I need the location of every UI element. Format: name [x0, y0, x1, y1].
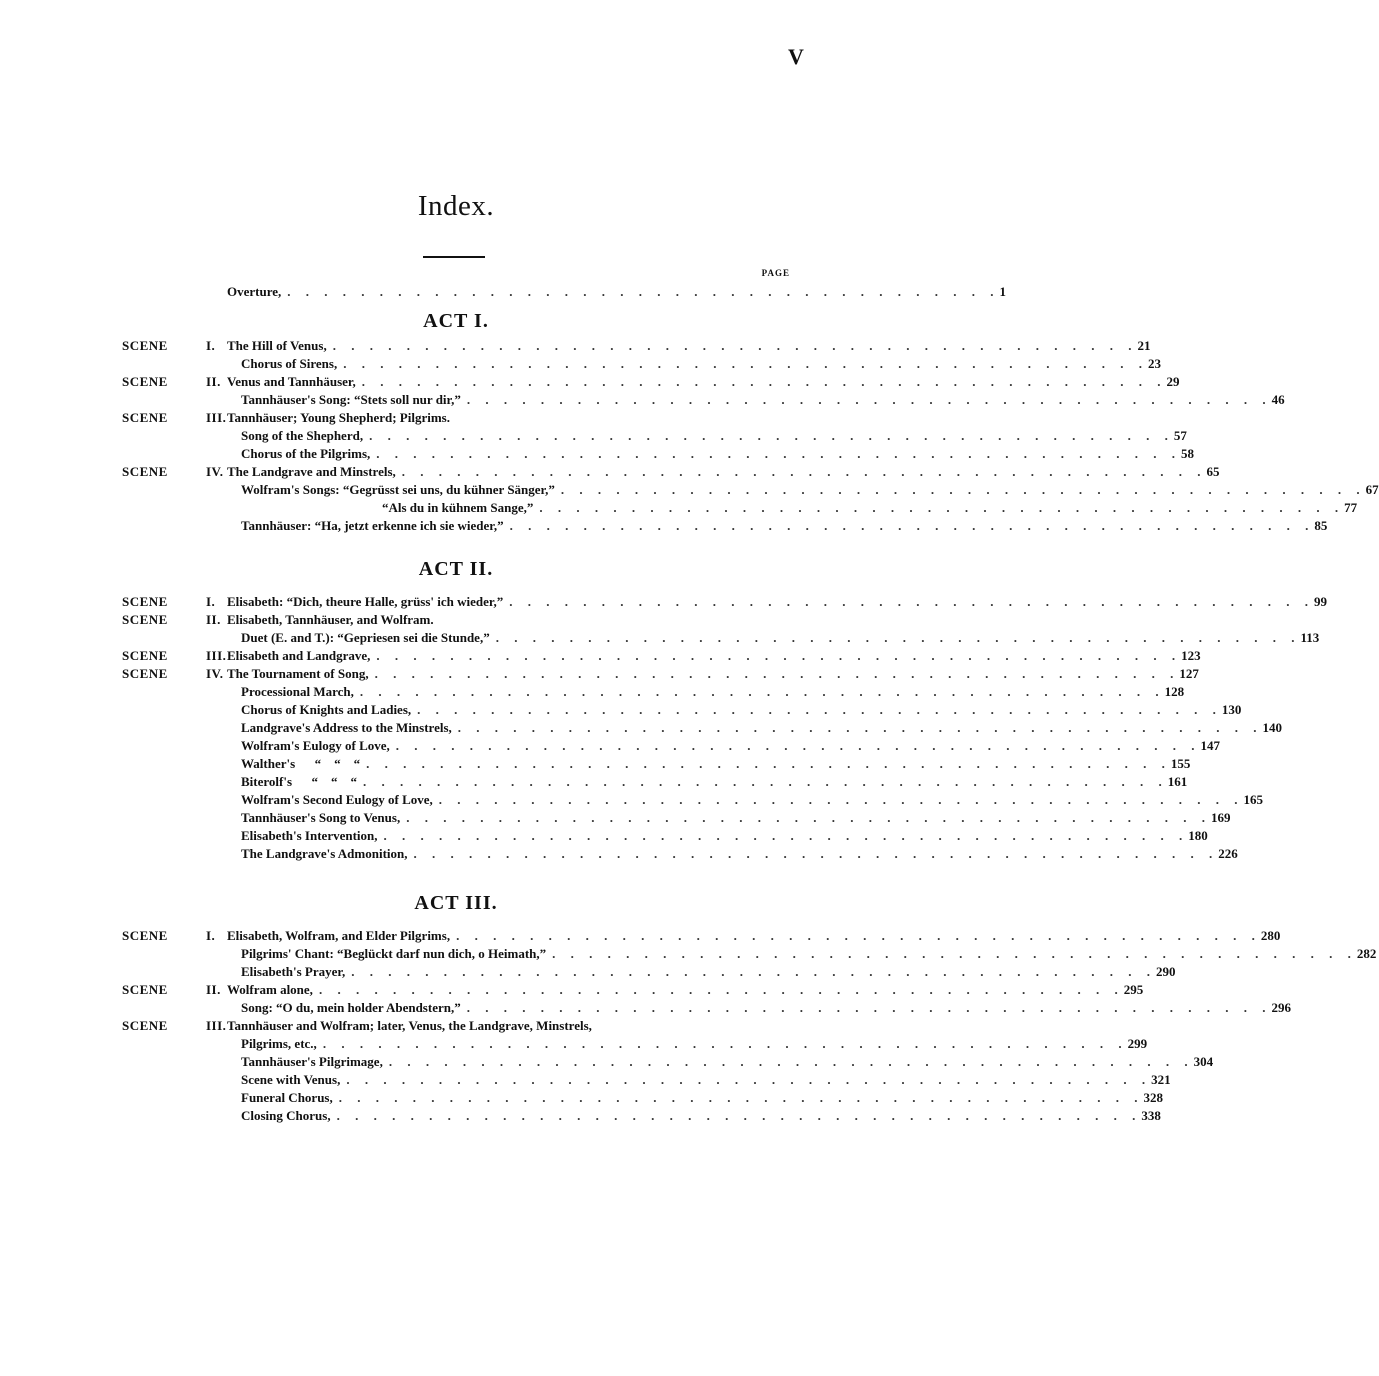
index-entry	[122, 738, 1221, 756]
index-entry	[122, 1036, 1148, 1054]
entry-line	[227, 1018, 790, 1034]
dot-leader: . . . . . . . . . . . . . . . . . . . . . . . . . . . . . . . . . . . . . . . . . . . .	[413, 846, 1219, 861]
entry-page: 180	[1188, 828, 1208, 843]
entry-line	[241, 392, 1285, 408]
entry-text: Elisabeth's Intervention,	[241, 828, 378, 843]
entry-text: Scene with Venus,	[241, 1072, 341, 1087]
entry-page: 1	[999, 284, 1007, 299]
entry-page: 226	[1218, 846, 1238, 861]
act-heading: ACT II.	[418, 558, 494, 580]
dot-leader: . . . . . . . . . . . . . . . . . . . . . . . . . . . . . . . . . . . . . . . . . . . .	[395, 738, 1201, 753]
entry-page: 58	[1181, 446, 1195, 461]
entry-text: Landgrave's Address to the Minstrels,	[241, 720, 452, 735]
entry-page: 29	[1166, 374, 1180, 389]
entry-text: Overture,	[227, 284, 282, 299]
scene-number: II.	[206, 374, 221, 389]
entry-text: Biterolf's “ “ “	[241, 774, 358, 789]
entry-line	[241, 518, 1328, 534]
entry-page: 67	[1365, 482, 1379, 497]
dot-leader: . . . . . . . . . . . . . . . . . . . . . . . . . . . . . . . . . . . . . . . . . . . .	[366, 756, 1171, 771]
entry-text: The Landgrave and Minstrels,	[227, 464, 396, 479]
index-entry	[122, 428, 1187, 446]
entry-text: Pilgrims' Chant: “Beglückt darf nun dich, o Heimath,”	[241, 946, 547, 961]
entry-page: 46	[1271, 392, 1285, 407]
dot-leader: . . . . . . . . . . . . . . . . . . . . . . . . . . . . . . . . . . . . . . .	[287, 284, 1000, 299]
entry-text: Funeral Chorus,	[241, 1090, 333, 1105]
entry-line	[227, 374, 1180, 390]
entry-page: 85	[1314, 518, 1328, 533]
index-entry	[122, 702, 1242, 720]
scene-word: SCENE	[122, 338, 168, 353]
entry-text: Wolfram's Songs: “Gegrüsst sei uns, du kühner Sänger,”	[241, 482, 555, 497]
entry-page: 23	[1147, 356, 1161, 371]
scene-label	[122, 464, 222, 480]
entry-page: 147	[1200, 738, 1221, 753]
entry-line	[241, 1036, 1148, 1052]
act-heading: ACT III.	[414, 892, 498, 914]
scene-label	[122, 410, 227, 426]
dot-leader: . . . . . . . . . . . . . . . . . . . . . . . . . . . . . . . . . . . . . . . . . . . .	[336, 1108, 1142, 1123]
entry-text: Pilgrims, etc.,	[241, 1036, 317, 1051]
scene-word: SCENE	[122, 374, 168, 389]
scene-word: SCENE	[122, 1018, 168, 1033]
entry-page: 130	[1221, 702, 1242, 717]
dot-leader: . . . . . . . . . . . . . . . . . . . . . . . . . . . . . . . . . . . . . . . . . . . .	[401, 464, 1207, 479]
entry-text: Tannhäuser: “Ha, jetzt erkenne ich sie wieder,”	[241, 518, 504, 533]
dot-leader: . . . . . . . . . . . . . . . . . . . . . . . . . . . . . . . . . . . . . . . . . . . .	[363, 774, 1168, 789]
dot-leader: . . . . . . . . . . . . . . . . . . . . . . . . . . . . . . . . . . . . . . . . . . . .	[343, 356, 1148, 371]
dot-leader: . . . . . . . . . . . . . . . . . . . . . . . . . . . . . . . . . . . . . . . . . . . .	[509, 594, 1314, 609]
entry-page: 290	[1156, 964, 1176, 979]
dot-leader: . . . . . . . . . . . . . . . . . . . . . . . . . . . . . . . . . . . . . . . . . . . .	[338, 1090, 1144, 1105]
index-entry	[122, 500, 1358, 518]
scene-label	[122, 612, 222, 628]
entry-line	[241, 630, 1320, 646]
index-entry	[122, 1090, 1163, 1108]
index-entry	[122, 828, 1208, 846]
dot-leader: . . . . . . . . . . . . . . . . . . . . . . . . . . . . . . . . . . . . . . . . . . . .	[495, 630, 1301, 645]
index-entry	[122, 684, 1185, 702]
entry-page: 296	[1271, 1000, 1291, 1015]
entry-line	[241, 792, 1264, 808]
index-entry	[122, 756, 1191, 774]
index-entry	[122, 594, 1327, 612]
entry-page: 299	[1127, 1036, 1148, 1051]
scene-label	[122, 648, 227, 664]
index-entry	[122, 846, 1238, 864]
entry-text: Tannhäuser's Pilgrimage,	[241, 1054, 383, 1069]
entry-page: 123	[1181, 648, 1201, 663]
page-column-header: PAGE	[761, 268, 790, 278]
entry-page: 127	[1179, 666, 1199, 681]
entry-text: Venus and Tannhäuser,	[227, 374, 356, 389]
dot-leader: . . . . . . . . . . . . . . . . . . . . . . . . . . . . . . . . . . . . . . . . . . . .	[388, 1054, 1194, 1069]
index-entry	[122, 410, 790, 428]
entry-line	[227, 928, 1281, 944]
entry-page: 338	[1141, 1108, 1161, 1123]
scene-number: I.	[206, 338, 216, 353]
entry-text: Chorus of Sirens,	[241, 356, 338, 371]
entry-text: Elisabeth: “Dich, theure Halle, grüss' ich wieder,”	[227, 594, 504, 609]
entry-text: The Tournament of Song,	[227, 666, 369, 681]
entry-text: The Hill of Venus,	[227, 338, 327, 353]
dot-leader: . . . . . . . . . . . . . . . . . . . . . . . . . . . . . . . . . . . . . . . . . . . .	[332, 338, 1138, 353]
scene-label	[122, 374, 222, 390]
entry-line	[241, 1072, 1171, 1088]
scene-word: SCENE	[122, 666, 168, 681]
entry-line	[241, 738, 1221, 754]
entry-line	[382, 500, 1358, 516]
scene-word: SCENE	[122, 982, 168, 997]
scene-number: III.	[206, 648, 227, 663]
entry-page: 155	[1170, 756, 1191, 771]
entry-line	[241, 720, 1283, 736]
entry-page: 321	[1151, 1072, 1171, 1087]
entry-text: Song: “O du, mein holder Abendstern,”	[241, 1000, 461, 1015]
entry-line	[241, 828, 1208, 844]
index-entry	[122, 446, 1195, 464]
dot-leader: . . . . . . . . . . . . . . . . . . . . . . . . . . . . . . . . . . . . . . . . . . . .	[417, 702, 1222, 717]
dot-leader: . . . . . . . . . . . . . . . . . . . . . . . . . . . . . . . . . . . . . . . . . . . .	[560, 482, 1366, 497]
entry-text: Song of the Shepherd,	[241, 428, 364, 443]
entry-page: 113	[1300, 630, 1320, 645]
entry-page: 128	[1164, 684, 1185, 699]
entry-line	[241, 428, 1187, 444]
entry-text: Closing Chorus,	[241, 1108, 331, 1123]
entry-text: Elisabeth's Prayer,	[241, 964, 346, 979]
entry-line	[227, 666, 1199, 682]
dot-leader: . . . . . . . . . . . . . . . . . . . . . . . . . . . . . . . . . . . . . . . . . . . .	[351, 964, 1156, 979]
index-entry	[122, 338, 1151, 356]
index-entry	[122, 982, 1144, 1000]
entry-page: 304	[1193, 1054, 1214, 1069]
scene-word: SCENE	[122, 612, 168, 627]
dot-leader: . . . . . . . . . . . . . . . . . . . . . . . . . . . . . . . . . . . . . . . . . . . .	[552, 946, 1357, 961]
entry-line	[241, 702, 1242, 718]
entry-text: Wolfram's Second Eulogy of Love,	[241, 792, 433, 807]
entry-line	[241, 946, 1377, 962]
entry-page: 282	[1356, 946, 1377, 961]
entry-line	[241, 1000, 1291, 1016]
entry-line	[241, 774, 1188, 790]
entry-page: 99	[1314, 594, 1327, 609]
title-rule	[423, 256, 485, 258]
dot-leader: . . . . . . . . . . . . . . . . . . . . . . . . . . . . . . . . . . . . . . . . . . . .	[438, 792, 1244, 807]
entry-text: Tannhäuser's Song to Venus,	[241, 810, 401, 825]
dot-leader: . . . . . . . . . . . . . . . . . . . . . . . . . . . . . . . . . . . . . . . . . . . .	[457, 720, 1263, 735]
scene-number: III.	[206, 410, 227, 425]
entry-text: Wolfram's Eulogy of Love,	[241, 738, 390, 753]
dot-leader: . . . . . . . . . . . . . . . . . . . . . . . . . . . . . . . . . . . . . . . . . . . .	[361, 374, 1167, 389]
index-entry	[122, 1054, 1214, 1072]
entry-text: Chorus of the Pilgrims,	[241, 446, 371, 461]
page-number: V	[788, 44, 804, 69]
entry-text: Elisabeth and Landgrave,	[227, 648, 371, 663]
index-entry	[122, 648, 1201, 666]
dot-leader: . . . . . . . . . . . . . . . . . . . . . . . . . . . . . . . . . . . . . . . . . . . .	[539, 500, 1345, 515]
entry-page: 328	[1143, 1090, 1163, 1105]
scene-label	[122, 928, 222, 944]
scene-number: I.	[206, 594, 216, 609]
entry-page: 280	[1260, 928, 1281, 943]
entry-line	[241, 356, 1161, 372]
dot-leader: . . . . . . . . . . . . . . . . . . . . . . . . . . . . . . . . . . . . . . . . . . . .	[359, 684, 1165, 699]
entry-text: “Als du in kühnem Sange,”	[382, 500, 534, 515]
entry-text: Chorus of Knights and Ladies,	[241, 702, 412, 717]
index-entry	[122, 928, 1281, 946]
index-entry	[122, 464, 1220, 482]
index-entry	[122, 792, 1264, 810]
index-entry	[122, 810, 1231, 828]
entry-line	[241, 684, 1185, 700]
entry-text: Tannhäuser; Young Shepherd; Pilgrims.	[227, 410, 450, 425]
scene-number: II.	[206, 612, 221, 627]
entry-line	[227, 982, 1144, 998]
dot-leader: . . . . . . . . . . . . . . . . . . . . . . . . . . . . . . . . . . . . . . . . . . . .	[466, 392, 1272, 407]
scene-number: IV.	[206, 666, 224, 681]
entry-line	[227, 612, 790, 628]
entry-line	[227, 594, 1327, 610]
entry-line	[241, 756, 1191, 772]
scene-number: III.	[206, 1018, 227, 1033]
entry-text: Processional March,	[241, 684, 354, 699]
entry-text: Walther's “ “ “	[241, 756, 361, 771]
entry-text: The Landgrave's Admonition,	[241, 846, 408, 861]
dot-leader: . . . . . . . . . . . . . . . . . . . . . . . . . . . . . . . . . . . . . . . . . . . .	[383, 828, 1189, 843]
entry-page: 65	[1206, 464, 1220, 479]
index-entry	[122, 1108, 1161, 1126]
dot-leader: . . . . . . . . . . . . . . . . . . . . . . . . . . . . . . . . . . . . . . . . . . . .	[346, 1072, 1152, 1087]
entry-line	[227, 338, 1151, 354]
index-entry	[122, 774, 1188, 792]
index-entry	[122, 1018, 790, 1036]
scene-label	[122, 594, 222, 610]
entry-line	[227, 464, 1220, 480]
dot-leader: . . . . . . . . . . . . . . . . . . . . . . . . . . . . . . . . . . . . . . . . . . . .	[369, 428, 1174, 443]
index-entry	[122, 630, 1320, 648]
index-entry	[122, 666, 1199, 684]
entry-line	[241, 964, 1176, 980]
dot-leader: . . . . . . . . . . . . . . . . . . . . . . . . . . . . . . . . . . . . . . . . . . . .	[374, 666, 1180, 681]
entry-line	[227, 410, 790, 426]
entry-page: 57	[1173, 428, 1187, 443]
entry-text: Wolfram alone,	[227, 982, 313, 997]
act-heading: ACT I.	[423, 310, 489, 332]
index-entry	[122, 964, 1176, 982]
index-entry	[122, 482, 1379, 500]
entry-page: 165	[1243, 792, 1264, 807]
entry-line	[241, 1108, 1161, 1124]
dot-leader: . . . . . . . . . . . . . . . . . . . . . . . . . . . . . . . . . . . . . . . . . . . .	[456, 928, 1261, 943]
scene-label	[122, 982, 222, 998]
dot-leader: . . . . . . . . . . . . . . . . . . . . . . . . . . . . . . . . . . . . . . . . . . . .	[466, 1000, 1272, 1015]
scene-number: I.	[206, 928, 216, 943]
dot-leader: . . . . . . . . . . . . . . . . . . . . . . . . . . . . . . . . . . . . . . . . . . . .	[509, 518, 1315, 533]
entry-text: Tannhäuser's Song: “Stets soll nur dir,”	[241, 392, 461, 407]
index-entry	[122, 1000, 1291, 1018]
scene-word: SCENE	[122, 464, 168, 479]
scene-label	[122, 338, 222, 354]
scene-word: SCENE	[122, 928, 168, 943]
index-entry	[122, 392, 1285, 410]
scene-word: SCENE	[122, 594, 168, 609]
dot-leader: . . . . . . . . . . . . . . . . . . . . . . . . . . . . . . . . . . . . . . . . . . . .	[318, 982, 1124, 997]
entry-page: 161	[1167, 774, 1188, 789]
dot-leader: . . . . . . . . . . . . . . . . . . . . . . . . . . . . . . . . . . . . . . . . . . . .	[322, 1036, 1128, 1051]
entry-line	[241, 1054, 1214, 1070]
scene-word: SCENE	[122, 410, 168, 425]
entry-page: 295	[1123, 982, 1144, 997]
entry-line	[241, 810, 1231, 826]
scene-label	[122, 1018, 227, 1034]
entry-text: Tannhäuser and Wolfram; later, Venus, the Landgrave, Minstrels,	[227, 1018, 592, 1033]
index-title: Index.	[417, 190, 495, 222]
entry-text: Elisabeth, Wolfram, and Elder Pilgrims,	[227, 928, 451, 943]
index-entry	[122, 374, 1180, 392]
index-entry	[122, 1072, 1171, 1090]
overture-entry	[122, 284, 1007, 302]
index-entry	[122, 518, 1328, 536]
index-entry	[122, 946, 1377, 964]
dot-leader: . . . . . . . . . . . . . . . . . . . . . . . . . . . . . . . . . . . . . . . . . . . .	[376, 648, 1182, 663]
entry-line	[241, 446, 1195, 462]
scene-word: SCENE	[122, 648, 168, 663]
dot-leader: . . . . . . . . . . . . . . . . . . . . . . . . . . . . . . . . . . . . . . . . . . . .	[376, 446, 1182, 461]
index-entry	[122, 612, 790, 630]
dot-leader: . . . . . . . . . . . . . . . . . . . . . . . . . . . . . . . . . . . . . . . . . . . .	[406, 810, 1211, 825]
entry-line	[241, 1090, 1163, 1106]
index-entry	[122, 356, 1161, 374]
entry-page: 77	[1344, 500, 1358, 515]
scene-number: II.	[206, 982, 221, 997]
entry-line	[227, 648, 1201, 664]
entry-page: 140	[1262, 720, 1283, 735]
entry-page: 169	[1210, 810, 1231, 825]
entry-page: 21	[1137, 338, 1151, 353]
entry-line	[241, 482, 1379, 498]
index-entry	[122, 720, 1283, 738]
scene-label	[122, 666, 222, 682]
scene-number: IV.	[206, 464, 224, 479]
entry-line	[241, 846, 1238, 862]
entry-text: Duet (E. and T.): “Gepriesen sei die Stunde,”	[241, 630, 490, 645]
entry-text: Elisabeth, Tannhäuser, and Wolfram.	[227, 612, 434, 627]
